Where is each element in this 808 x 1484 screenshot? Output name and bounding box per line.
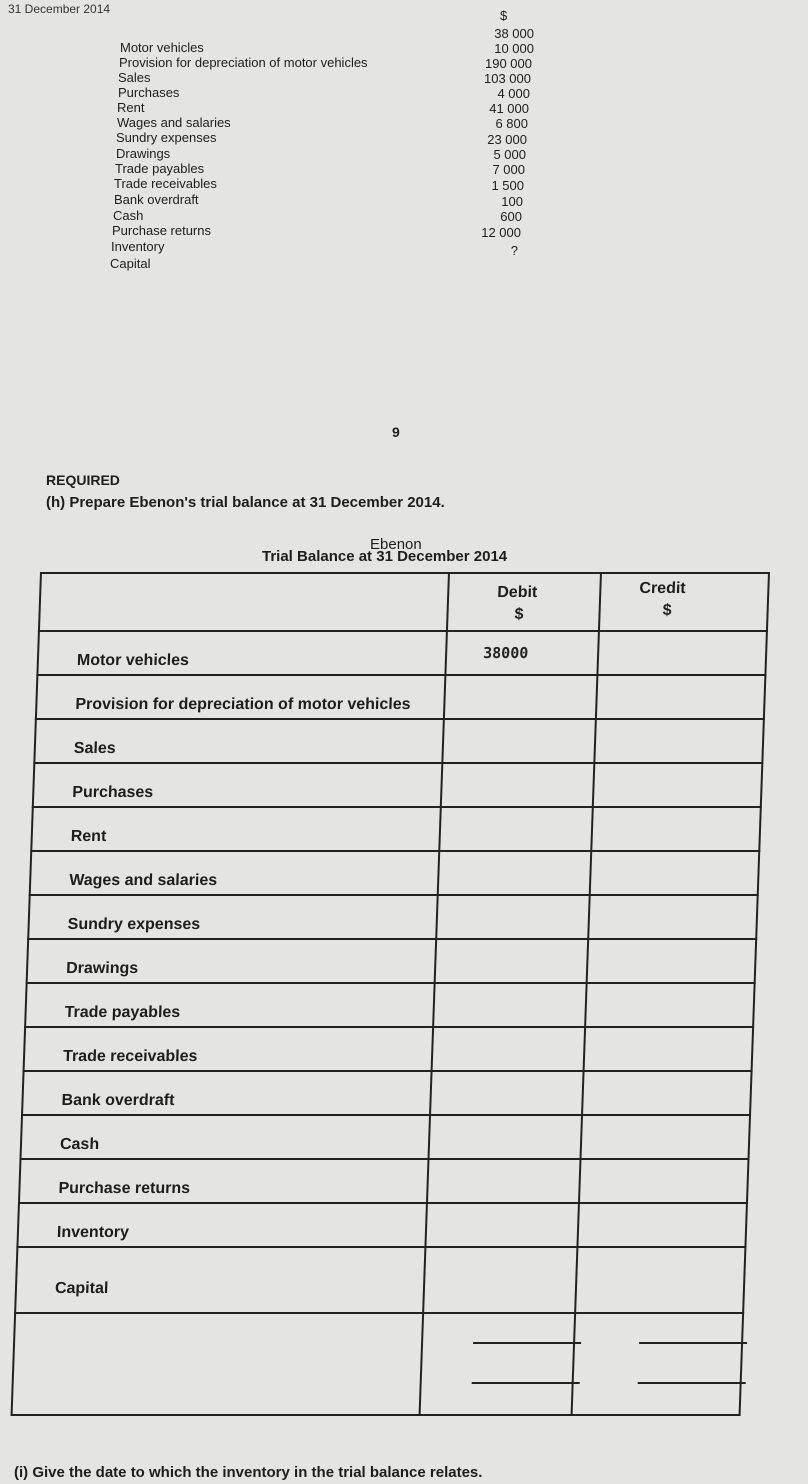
credit-header: Credit xyxy=(639,580,686,597)
row-line xyxy=(32,806,762,808)
col-line xyxy=(571,572,602,1416)
list-value: 103 000 xyxy=(484,71,531,86)
row-line xyxy=(33,762,763,764)
row-line xyxy=(27,938,757,940)
row-line xyxy=(19,1158,749,1160)
tb-row-label: Rent xyxy=(70,828,107,845)
row-line xyxy=(29,894,759,896)
list-label: Cash xyxy=(113,208,144,223)
tb-row-label: Provision for depreciation of motor vehicles xyxy=(75,696,411,713)
trial-balance-table xyxy=(11,572,770,1416)
tb-row-label: Sundry expenses xyxy=(67,916,201,933)
list-value: 12 000 xyxy=(481,225,521,240)
trial-balance-title: Trial Balance at 31 December 2014 xyxy=(262,548,508,565)
list-label: Drawings xyxy=(116,146,171,161)
tb-row-label: Purchases xyxy=(72,784,154,801)
row-line xyxy=(18,1202,748,1204)
row-line xyxy=(35,718,765,720)
list-value: 7 000 xyxy=(492,162,525,177)
handwritten-debit-value: 38000 xyxy=(482,644,529,662)
tb-row-label: Capital xyxy=(54,1280,109,1297)
tb-row-label: Drawings xyxy=(65,960,139,977)
list-value: 190 000 xyxy=(485,56,532,71)
tb-row-label: Purchase returns xyxy=(58,1180,191,1197)
tb-row-label: Trade payables xyxy=(64,1004,181,1021)
list-value: 23 000 xyxy=(487,132,527,147)
list-label: Inventory xyxy=(111,239,165,254)
tb-row-label: Sales xyxy=(73,740,116,757)
list-label: Sundry expenses xyxy=(116,130,217,145)
list-value: 6 800 xyxy=(495,116,528,131)
table-border-bottom xyxy=(11,1414,741,1416)
list-value: 10 000 xyxy=(494,41,534,56)
list-label: Provision for depreciation of motor vehicles xyxy=(119,55,368,70)
credit-total-line xyxy=(639,1342,747,1344)
list-label: Sales xyxy=(118,70,151,85)
list-value: 4 000 xyxy=(497,86,530,101)
row-line xyxy=(21,1114,751,1116)
entity-name: Ebenon xyxy=(370,536,422,553)
tb-row-label: Motor vehicles xyxy=(76,652,190,669)
row-line xyxy=(38,630,768,632)
list-label: Motor vehicles xyxy=(120,40,204,55)
debit-unit: $ xyxy=(514,606,524,623)
row-line xyxy=(26,982,756,984)
credit-unit: $ xyxy=(662,602,672,619)
tb-row-label: Trade receivables xyxy=(62,1048,198,1065)
col-line xyxy=(739,572,770,1416)
page-number: 9 xyxy=(392,424,400,440)
list-label: Capital xyxy=(110,256,151,271)
currency-header: $ xyxy=(500,8,508,23)
list-value: 600 xyxy=(500,209,522,224)
table-border-top xyxy=(40,572,770,574)
list-value: 5 000 xyxy=(493,147,526,162)
list-value: ? xyxy=(510,243,518,258)
col-line xyxy=(11,572,42,1416)
required-heading: REQUIRED xyxy=(46,472,120,488)
row-line xyxy=(14,1312,744,1314)
row-line xyxy=(16,1246,746,1248)
row-line xyxy=(36,674,766,676)
debit-total-line xyxy=(473,1342,581,1344)
tb-row-label: Bank overdraft xyxy=(61,1092,175,1109)
debit-header: Debit xyxy=(496,584,538,601)
statement-date: 31 December 2014 xyxy=(8,2,111,16)
list-value: 41 000 xyxy=(489,101,529,116)
list-value: 1 500 xyxy=(491,178,524,193)
col-line xyxy=(419,572,450,1416)
tb-row-label: Inventory xyxy=(56,1224,130,1241)
tb-row-label: Cash xyxy=(59,1136,100,1153)
list-label: Purchase returns xyxy=(112,223,211,238)
list-label: Rent xyxy=(117,100,145,115)
question-h: (h) Prepare Ebenon's trial balance at 31 December 2014. xyxy=(46,494,445,511)
row-line xyxy=(24,1026,754,1028)
debit-total-line xyxy=(472,1382,580,1384)
row-line xyxy=(30,850,760,852)
list-label: Trade payables xyxy=(115,161,205,176)
question-i: (i) Give the date to which the inventory in the trial balance relates. xyxy=(14,1464,483,1481)
list-label: Trade receivables xyxy=(114,176,217,191)
list-value: 100 xyxy=(501,194,523,209)
list-label: Purchases xyxy=(118,85,180,100)
credit-total-line xyxy=(638,1382,746,1384)
tb-row-label: Wages and salaries xyxy=(68,872,218,889)
list-label: Bank overdraft xyxy=(114,192,199,207)
list-label: Wages and salaries xyxy=(117,115,231,130)
row-line xyxy=(23,1070,753,1072)
list-value: 38 000 xyxy=(494,26,534,41)
